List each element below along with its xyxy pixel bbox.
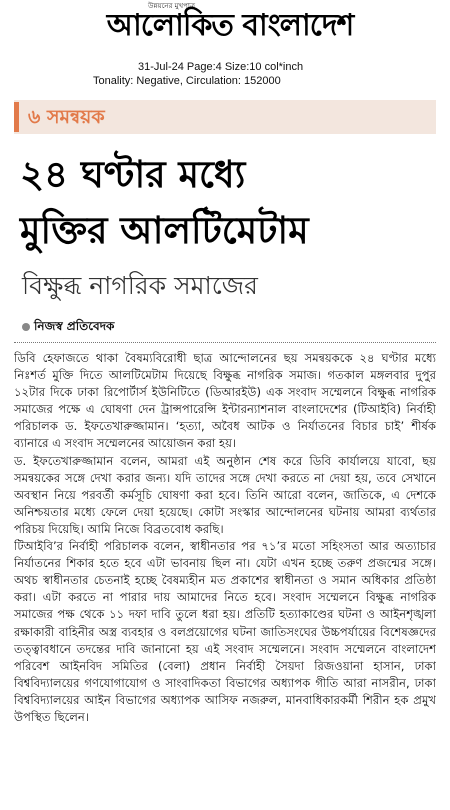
article-paragraph-2: ড. ইফতেখারুজ্জামান বলেন, আমরা এই অনুষ্ঠান শেষ করে ডিবি কার্যালয়ে যাবো, ছয় সমন্বয়কের সঙ্গে দেখা করার জন্য। যদি তাদের সঙ্গে দেখা করতে না দেয়া হয়, তবে সেখানে অবস্থান নিয়ে পরবর্তী কর্মসূচি ঘোষণা করা হবে। তিনি আরো বলেন, জাতিকে, এ দেশকে অনিশ্চয়তার মধ্যে ফেলে দেয়া হয়েছে। কোটা সংস্কার আন্দোলনের ঘটনায় আমরা ব্যর্থতার পরিচয় দিয়েছি। আমি নিজে বিব্রতবোধ করছি। [14, 453, 436, 536]
clip-meta-date-size: 31-Jul-24 Page:4 Size:10 col*inch [138, 61, 304, 73]
masthead-tagline: উন্নয়নের মুখপাত্র [148, 2, 196, 10]
clip-meta-tonality: Tonality: Negative, Circulation: 152000 [93, 75, 281, 87]
headline-line-1: ২৪ ঘণ্টার মধ্যে [20, 152, 246, 196]
section-label: ৬ সমন্বয়ক [28, 106, 105, 128]
masthead [0, 0, 450, 58]
byline-divider [14, 342, 436, 343]
newspaper-logo: আলোকিত বাংলাদেশ [106, 8, 354, 43]
subheadline: বিক্ষুব্ধ নাগরিক সমাজের [22, 271, 258, 300]
article-paragraph-3: টিআইবি’র নির্বাহী পরিচালক বলেন, স্বাধীনতার পর ৭১’র মতো সহিংসতা আর অত্যাচার নির্যাতনের শিকার হতে হবে এটা ভাবনায় ছিল না। যেটা এখন হচ্ছে তরুণ প্রজন্মের সঙ্গে। অথচ স্বাধীনতার চেতনাই হচ্ছে বৈষম্যহীন মত প্রকাশের স্বাধীনতা ও সমান অধিকার প্রতিষ্ঠা করা। এটা করতে না পারার দায় আমাদের নিতে হবে। সংবাদ সম্মেলনে বিক্ষুব্ধ নাগরিক সমাজের পক্ষ থেকে ১১ দফা দাবি তুলে ধরা হয়। প্রতিটি হত্যাকাণ্ডের ঘটনা ও আইনশৃঙ্খলা রক্ষাকারী বাহিনীর অস্ত্র ব্যবহার ও বলপ্রয়োগের ঘটনা জাতিসংঘের উচ্চপর্যায়ের বিশেষজ্ঞদের তত্ত্বাবধানে তদন্তের দাবি জানানো হয় এই সংবাদ সম্মেলনে। সংবাদ সম্মেলনে বাংলাদেশ পরিবেশ আইনবিদ সমিতির (বেলা) প্রধান নির্বাহী সৈয়দা রিজওয়ানা হাসান, ঢাকা বিশ্ববিদ্যালয়ের গণযোগাযোগ ও সাংবাদিকতা বিভাগের অধ্যাপক গীতি আরা নাসরীন, ঢাকা বিশ্ববিদ্যালয়ের আইন বিভাগের অধ্যাপক আসিফ নজরুল, মানবাধিকারকর্মী শিরীন হক প্রমুখ উপস্থিত ছিলেন। [14, 539, 436, 724]
section-accent-bar [14, 102, 19, 132]
article-paragraph-1: ডিবি হেফাজতে থাকা বৈষম্যবিরোধী ছাত্র আন্দোলনের ছয় সমন্বয়ককে ২৪ ঘণ্টার মধ্যে নিঃশর্ত মুক্তি দিতে আলটিমেটাম দিয়েছে বিক্ষুব্ধ নাগরিক সমাজ। গতকাল মঙ্গলবার দুপুর ১২টার দিকে ঢাকা রিপোর্টার্স ইউনিটিতে (ডিআরইউ) এক সংবাদ সম্মেলনে বিক্ষুব্ধ নাগরিক সমাজের পক্ষে এ ঘোষণা দেন ট্রান্সপারেন্সি ইন্টারন্যাশনাল বাংলাদেশের (টিআইবি) নির্বাহী পরিচালক ড. ইফতেখারুজ্জামান। ‘হত্যা, অবৈধ আটক ও নির্যাতনের বিচার চাই’ শীর্ষক ব্যানারে এ সংবাদ সম্মেলনের আয়োজন করা হয়। [14, 351, 436, 451]
article-body [14, 350, 436, 802]
byline: নিজস্ব প্রতিবেদক [34, 319, 115, 333]
byline-bullet-icon [22, 323, 30, 331]
headline-line-2: মুক্তির আলটিমেটাম [20, 208, 309, 252]
